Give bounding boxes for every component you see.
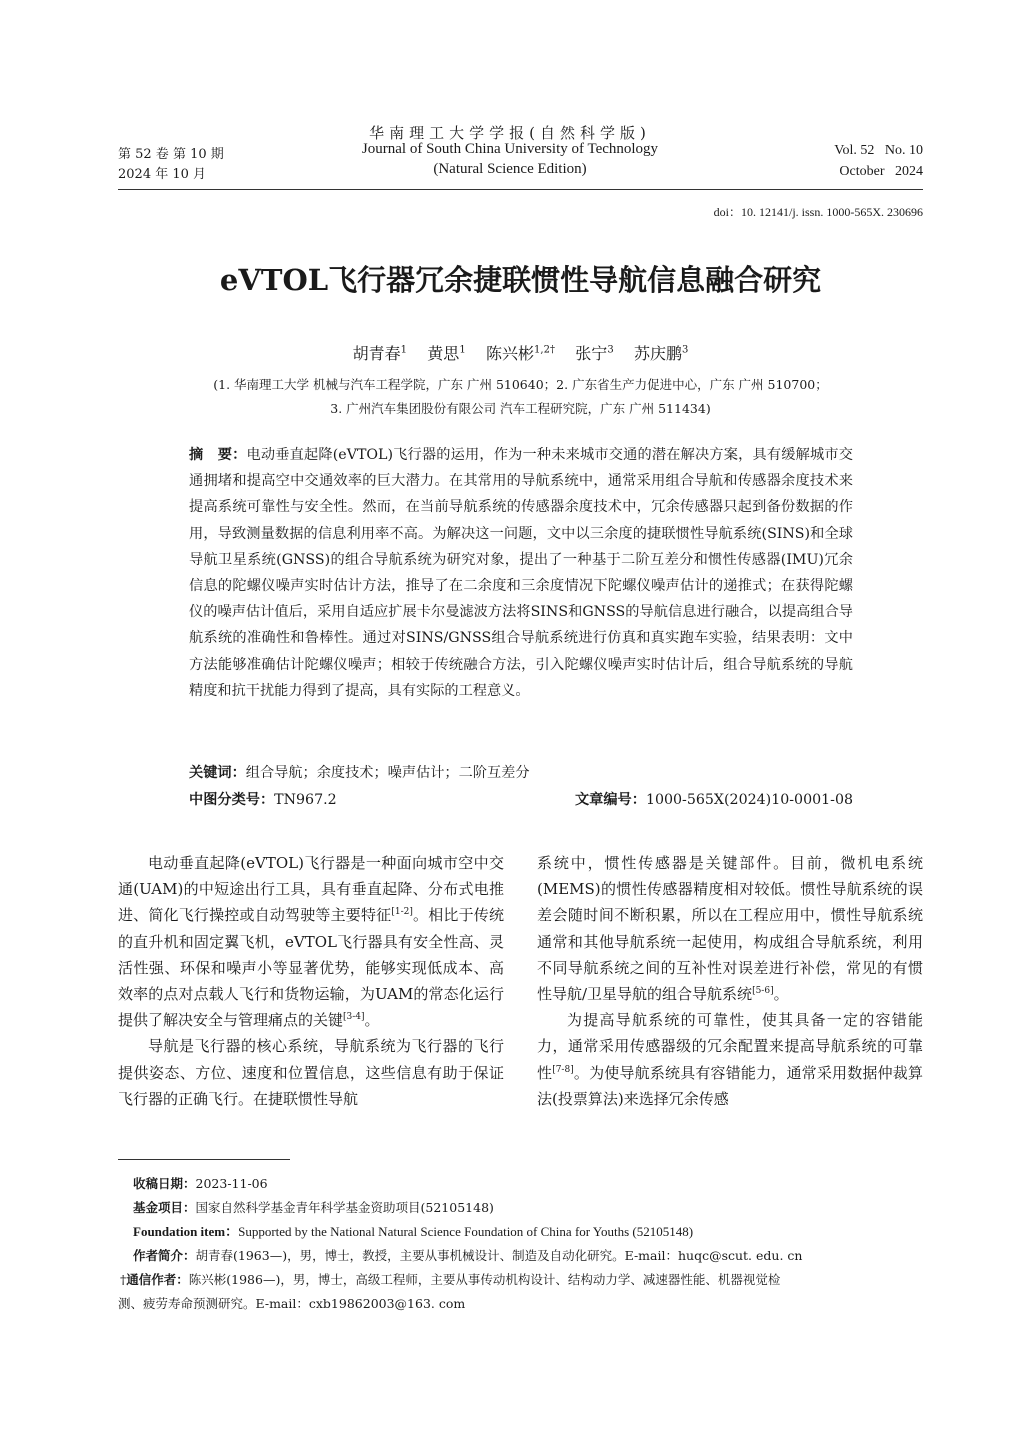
journal-edition: (Natural Science Edition) [433, 161, 587, 177]
keywords-label: 关键词： [189, 765, 246, 781]
author-list [118, 341, 923, 364]
classification-line [189, 789, 853, 809]
footnote-fund-en [133, 1222, 923, 1242]
article-number [575, 789, 853, 809]
citation: [1-2] [391, 907, 413, 918]
article-number-value: 1000-565X(2024)10-0001-08 [645, 792, 853, 808]
footnote-label: 通信作者： [126, 1272, 189, 1287]
body-text: 系统中，惯性传感器是关键部件。目前，微机电系统(MEMS)的惯性传感器精度相对较低。惯性导航系统的误差会随时间不断积累，所以在工程应用中，惯性导航系统通常和其他导航系统一起使用，构成组合导航系统，利用不同导航系统之间的互补性对误差进行补偿，常见的有惯性导航/卫星导航的组合导航系统 [537, 854, 923, 1004]
body-text: 电动垂直起降(eVTOL)飞行器是一种面向城市空中交通(UAM)的中短途出行工具，具有垂直起降、分布式电推进、简化飞行操控或自动驾驶等主要特征 [118, 854, 504, 925]
body-text: 。 [773, 985, 789, 1004]
footnote-value: 陈兴彬(1986—)，男，博士，高级工程师，主要从事传动机构设计、结构动力学、减速器性能、机器视觉检 [188, 1272, 781, 1287]
footnote-value: 2023-11-06 [195, 1176, 268, 1191]
footnote-corresponding [120, 1270, 910, 1290]
footnote-divider [118, 1159, 290, 1160]
clc-label: 中图分类号： [189, 792, 275, 808]
date-cn: 2024 年 10 月 [118, 167, 207, 182]
footnote-fund [133, 1198, 923, 1218]
body-paragraph: 导航是飞行器的核心系统，导航系统为飞行器的飞行提供姿态、方位、速度和位置信息，这些信息有助于保证飞行器的正确飞行。在捷联惯性导航 [118, 1037, 504, 1108]
footnote-label: 收稿日期： [133, 1176, 196, 1191]
author-name: 陈兴彬 [486, 344, 535, 363]
body-paragraph [537, 850, 923, 1007]
citation: [5-6] [752, 986, 774, 997]
keywords [189, 762, 853, 782]
body-paragraph [118, 850, 504, 1033]
dagger-mark: † [120, 1272, 127, 1287]
author-affil: 1 [459, 344, 466, 356]
footnote-label: 基金项目： [133, 1200, 196, 1215]
journal-name-en: Journal of South China University of Technology [361, 141, 659, 157]
body-text: 。为使导航系统具有容错能力，通常采用数据仲裁算法(投票算法)来选择冗余传感 [537, 1063, 923, 1108]
body-paragraph [537, 1007, 923, 1112]
footnote-received [133, 1174, 923, 1194]
body-column-left [118, 850, 504, 1112]
body-text: 。 [364, 1011, 380, 1030]
footnote-author [133, 1246, 923, 1266]
keywords-text: 组合导航；余度技术；噪声估计；二阶互差分 [245, 765, 530, 781]
author-name: 苏庆鹏 [634, 344, 683, 363]
body-column-right [537, 850, 923, 1112]
footnote-value: Supported by the National Natural Science Foundation of China for Youths (52105148) [238, 1224, 694, 1239]
article-number-label: 文章编号： [574, 792, 646, 808]
author-affil: 1,2† [534, 344, 555, 356]
date-en: October 2024 [839, 164, 923, 179]
footnote-value: 国家自然科学基金青年科学基金资助项目(52105148) [195, 1200, 494, 1215]
journal-name-cn: 华南理工大学学报(自然科学版) [369, 124, 651, 142]
doi: doi：10. 12141/j. issn. 1000-565X. 230696 [713, 205, 923, 219]
header-divider [118, 189, 923, 190]
author-affil: 3 [682, 344, 689, 356]
volume-cn: 第 52 卷 第 10 期 [118, 147, 224, 162]
footnote-value: 胡青春(1963—)，男，博士，教授，主要从事机械设计、制造及自动化研究。E-mail：huqc@scut. edu. cn [195, 1248, 803, 1263]
author-name: 张宁 [575, 344, 608, 363]
footnote-label: 作者简介： [133, 1248, 196, 1263]
footnote-corresponding-cont: 测、疲劳寿命预测研究。E-mail：cxb19862003@163. com [118, 1296, 466, 1311]
affiliation-line: 3. 广州汽车集团股份有限公司 汽车工程研究院，广东 广州 511434) [330, 401, 711, 416]
footnote-label: Foundation item： [133, 1224, 239, 1239]
abstract-text: 电动垂直起降(eVTOL)飞行器的运用，作为一种未来城市交通的潜在解决方案，具有缓解城市交通拥堵和提高空中交通效率的巨大潜力。在其常用的导航系统中，通常采用组合导航和传感器余度技术来提高系统可靠性与安全性。然而，在当前导航系统的传感器余度技术中，冗余传感器只起到备份数据的作用，导致测量数据的信息利用率不高。为解决这一问题，文中以三余度的捷联惯性导航系统(SINS)和全球导航卫星系统(GNSS)的组合导航系统为研究对象，提出了一种基于二阶互差分和惯性传感器(IMU)冗余信息的陀螺仪噪声实时估计方法，推导了在二余度和三余度情况下陀螺仪噪声估计的递推式；在获得陀螺仪的噪声估计值后，采用自适应扩展卡尔曼滤波方法将SINS和GNSS的导航信息进行融合，以提高组合导航系统的准确性和鲁棒性。通过对SINS/GNSS组合导航系统进行仿真和真实跑车实验，结果表明：文中方法能够准确估计陀螺仪噪声；相较于传统融合方法，引入陀螺仪噪声实时估计后，组合导航系统的导航精度和抗干扰能力得到了提高，具有实际的工程意义。 [189, 447, 853, 699]
abstract [189, 442, 853, 704]
author-affil: 1 [400, 344, 407, 356]
affiliation-line: (1. 华南理工大学 机械与汽车工程学院，广东 广州 510640；2. 广东省生产力促进中心，广东 广州 510700； [213, 377, 828, 392]
clc-value: TN967.2 [274, 792, 337, 808]
volume-en: Vol. 52 No. 10 [834, 143, 923, 158]
body-text: 。相比于传统的直升机和固定翼飞机，eVTOL飞行器具有安全性高、灵活性强、环保和噪声小等显著优势，能够实现低成本、高效率的点对点载人飞行和货物运输，为UAM的常态化运行提供了解决安全与管理痛点的关键 [118, 906, 504, 1030]
abstract-label: 摘 要： [189, 447, 247, 463]
paper-title: eVTOL飞行器冗余捷联惯性导航信息融合研究 [219, 263, 822, 297]
citation: [3-4] [343, 1012, 365, 1023]
author-affil: 3 [607, 344, 614, 356]
author-name: 胡青春 [352, 344, 401, 363]
body-text: 为提高导航系统的可靠性，使其具备一定的容错能力，通常采用传感器级的冗余配置来提高导航系统的可靠性 [537, 1011, 923, 1082]
author-name: 黄思 [427, 344, 460, 363]
citation: [7-8] [552, 1064, 574, 1075]
